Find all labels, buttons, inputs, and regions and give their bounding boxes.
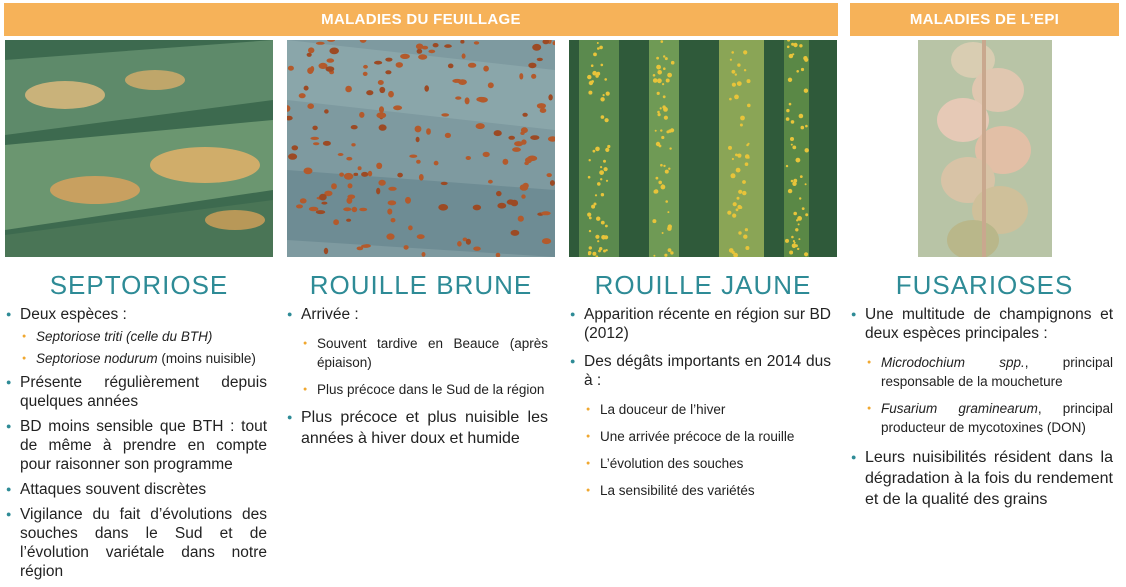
list-item: ● Attaques souvent discrètes bbox=[6, 480, 267, 499]
ear-diseases-banner: MALADIES DE L’EPI bbox=[850, 3, 1119, 36]
list-item: ● La sensibilité des variétés bbox=[586, 481, 831, 500]
list-item: ● Plus précoce dans le Sud de la région bbox=[303, 380, 548, 399]
list-item: ● Apparition récente en région sur BD (2012) bbox=[570, 305, 831, 343]
brown-rust-column bbox=[287, 305, 548, 455]
list-item: ● Arrivée : bbox=[287, 305, 548, 324]
list-item: ● Plus précoce et plus nuisible les années à hiver doux et humide bbox=[287, 407, 548, 449]
fusarium-ear-photo bbox=[918, 40, 1052, 257]
yellow-rust-leaf-photo bbox=[569, 40, 837, 257]
yellow-rust-title: ROUILLE JAUNE bbox=[594, 270, 812, 300]
foliage-diseases-banner: MALADIES DU FEUILLAGE bbox=[4, 3, 838, 36]
septoria-leaf-photo bbox=[5, 40, 273, 257]
list-item: ● Deux espèces : bbox=[6, 305, 267, 324]
fusarium-title: FUSARIOSES bbox=[895, 270, 1074, 300]
list-item: ● Septoriose nodurum (moins nuisible) bbox=[22, 349, 267, 368]
yellow-rust-column bbox=[570, 305, 831, 508]
list-item: ● Présente régulièrement depuis quelques années bbox=[6, 373, 267, 411]
list-item: ● La douceur de l’hiver bbox=[586, 400, 831, 419]
brown-rust-title: ROUILLE BRUNE bbox=[309, 270, 533, 300]
list-item: ● BD moins sensible que BTH : tout de même à prendre en compte pour raisonner son programme bbox=[6, 417, 267, 474]
list-item: ● L’évolution des souches bbox=[586, 454, 831, 473]
septoria-title: SEPTORIOSE bbox=[49, 270, 229, 300]
list-item: ● Souvent tardive en Beauce (après épiaison) bbox=[303, 334, 548, 372]
list-item: ● Microdochium spp., principal responsable de la moucheture bbox=[867, 353, 1113, 391]
list-item: ● Septoriose triti (celle du BTH) bbox=[22, 327, 267, 346]
list-item: ● Vigilance du fait d’évolutions des souches dans le Sud et de l’évolution variétale dans notre région bbox=[6, 505, 267, 581]
list-item: ● Leurs nuisibilités résident dans la dégradation à la fois du rendement et de la qualité des grains bbox=[851, 447, 1113, 510]
septoria-column bbox=[6, 305, 267, 587]
list-item: ● Une multitude de champignons et deux espèces principales : bbox=[851, 305, 1113, 343]
brown-rust-leaf-photo bbox=[287, 40, 555, 257]
list-item: ● Des dégâts importants en 2014 dus à : bbox=[570, 352, 831, 390]
fusarium-column bbox=[851, 305, 1113, 516]
list-item: ● Fusarium graminearum, principal producteur de mycotoxines (DON) bbox=[867, 399, 1113, 437]
list-item: ● Une arrivée précoce de la rouille bbox=[586, 427, 831, 446]
